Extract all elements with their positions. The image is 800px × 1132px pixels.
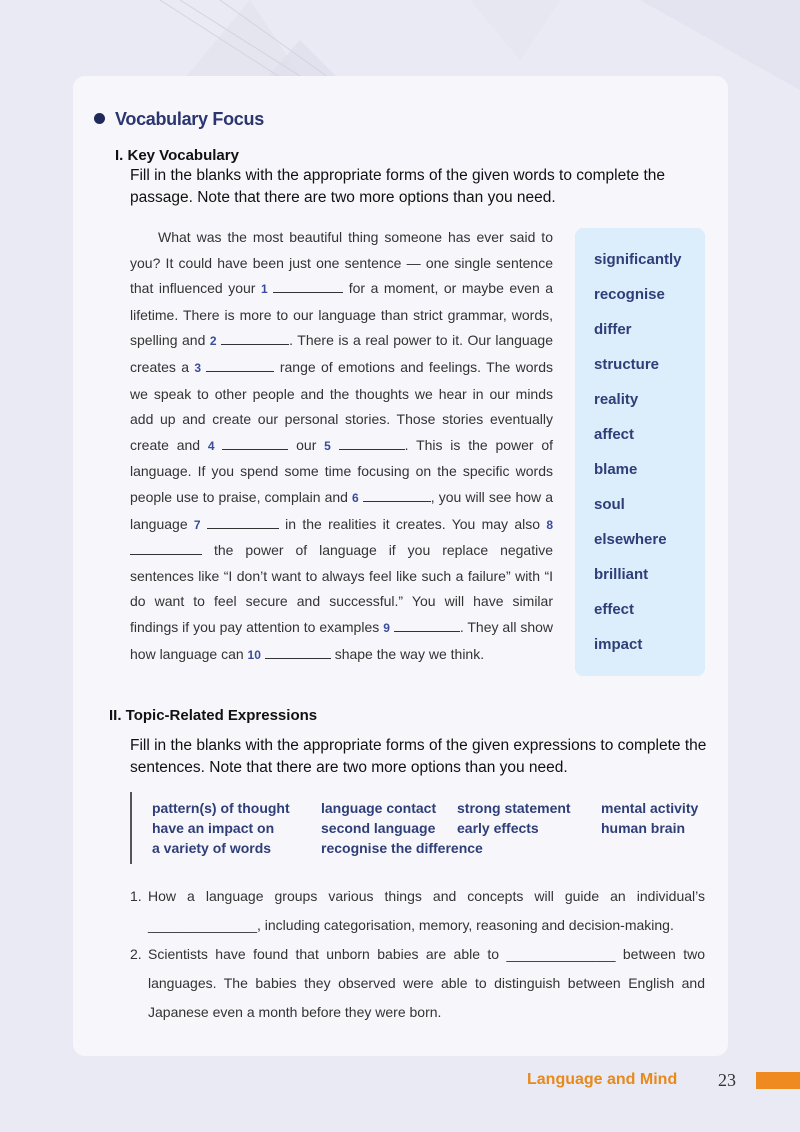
- word-bank-item: elsewhere: [594, 531, 667, 548]
- blank-number: 8: [546, 517, 553, 532]
- part2-instruction: Fill in the blanks with the appropriate forms of the given expressions to complete the sentences. Note that there are two more options than you need.: [130, 737, 707, 776]
- part1-instruction: Fill in the blanks with the appropriate forms of the given words to complete the passage. Note that there are two more options than you need.: [130, 167, 666, 206]
- blank-number: 10: [247, 647, 261, 662]
- word-bank-item: reality: [594, 391, 639, 408]
- part1-heading: I. Key Vocabulary: [115, 147, 239, 164]
- passage: What was the most beautiful thing someone has ever said to you? It could have been just one sentence — one single sentence that influenced your 1 for a moment, or maybe even a lifetime. There is more to our language than strict grammar, words, spelling and 2 . There is a real power to it. Our language creates a 3 range of emotions and feelings. The words we speak to other people and the thoughts we hear in our minds add up and create our personal stories. Those stories eventually create and 4 our 5 . This is the power of language. If you spend some time focusing on the specific words people use to praise, complain and 6 , you will see how a language 7 in the realities it creates. You may also 8 the power of language if you replace negative sentences like “I don’t want to always feel like such a failure” with “I do want to feel secure and successful.” You will have similar findings if you pay attention to examples 9 . They all show how language can 10 shape the way we think.: [130, 229, 554, 662]
- word-bank-item: brilliant: [594, 566, 649, 583]
- expression-item: human brain: [601, 820, 686, 836]
- question-number: 1.: [130, 888, 142, 904]
- blank-5[interactable]: [339, 435, 405, 450]
- expression-divider: [130, 792, 132, 864]
- blank-2[interactable]: [221, 330, 289, 345]
- expression-item: language contact: [321, 800, 437, 816]
- word-bank-item: recognise: [594, 286, 665, 303]
- word-bank-item: effect: [594, 601, 635, 618]
- part2-heading: II. Topic-Related Expressions: [109, 707, 318, 724]
- blank-8[interactable]: [130, 540, 202, 555]
- question-text: How a language groups various things and concepts will guide an individual’s ______________, including categorisation, memory, reasoning and decision-making.: [148, 888, 705, 933]
- question-number: 2.: [130, 946, 142, 962]
- expression-item: pattern(s) of thought: [152, 800, 290, 816]
- expression-item: recognise the difference: [321, 840, 483, 856]
- word-bank: [575, 228, 705, 676]
- blank-9[interactable]: [394, 617, 460, 632]
- expression-item: strong statement: [457, 800, 571, 816]
- expression-item: a variety of words: [152, 840, 272, 856]
- blank-number: 5: [324, 438, 331, 453]
- question-2: [130, 940, 705, 1027]
- word-bank-item: blame: [594, 461, 638, 478]
- bullet-icon: [94, 113, 105, 124]
- word-bank-item: impact: [594, 636, 643, 653]
- blank-number: 4: [207, 438, 215, 453]
- blank-3[interactable]: [206, 357, 274, 372]
- expression-item: second language: [321, 820, 436, 836]
- word-bank-item: differ: [594, 321, 632, 338]
- footer-accent-bar: [756, 1072, 800, 1089]
- blank-6[interactable]: [363, 487, 431, 502]
- blank-number: 2: [209, 334, 217, 349]
- blank-number: 7: [193, 517, 201, 532]
- word-bank-item: significantly: [594, 251, 682, 268]
- question-1: [130, 882, 705, 940]
- section-title: Vocabulary Focus: [115, 109, 264, 129]
- word-bank-item: structure: [594, 356, 660, 373]
- word-bank-item: soul: [594, 496, 625, 513]
- page-number: 23: [718, 1070, 736, 1090]
- question-text: Scientists have found that unborn babies are able to ______________ between two languages. The babies they observed were able to distinguish between English and Japanese even a month before they were born.: [148, 946, 705, 1020]
- blank-1[interactable]: [273, 278, 343, 293]
- blank-7[interactable]: [207, 514, 279, 529]
- blank-number: 6: [352, 490, 359, 505]
- footer-title: Language and Mind: [527, 1071, 678, 1088]
- expression-item: mental activity: [601, 800, 699, 816]
- blank-number: 3: [194, 360, 202, 375]
- expression-item: have an impact on: [152, 820, 275, 836]
- expression-item: early effects: [457, 820, 539, 836]
- word-bank-item: affect: [594, 426, 635, 443]
- blank-number: 9: [383, 620, 390, 635]
- blank-4[interactable]: [222, 435, 288, 450]
- blank-10[interactable]: [265, 644, 331, 659]
- blank-number: 1: [260, 282, 268, 297]
